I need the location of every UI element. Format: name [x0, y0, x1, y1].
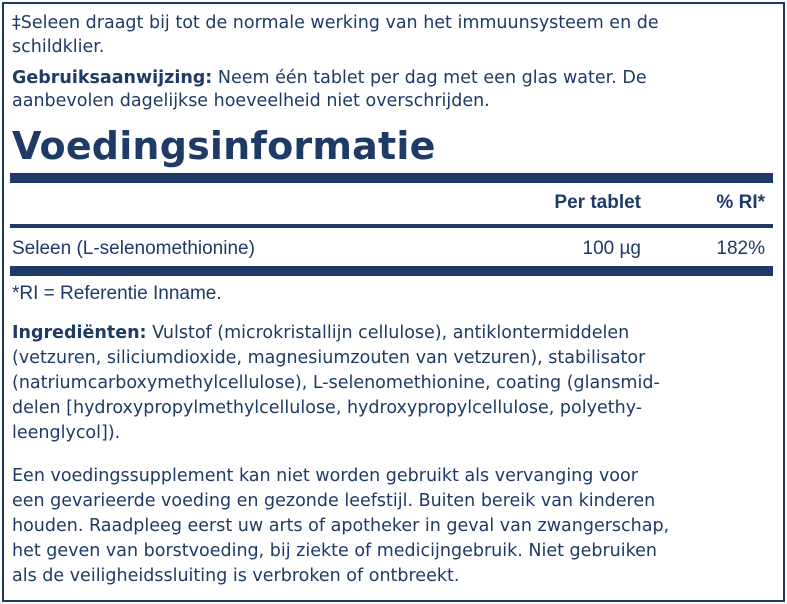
warning-line-1: Een voedingssupplement kan niet worden gebruikt als vervanging voor	[12, 466, 638, 486]
header-rule	[10, 224, 773, 228]
title-rule	[10, 173, 773, 183]
table-bottom-rule	[10, 266, 773, 276]
usage-text-2: aanbevolen dagelijkse hoeveelheid niet overschrijden.	[12, 91, 490, 111]
ingredients-line-1	[12, 322, 629, 345]
selenium-claim-line-2: schildklier.	[12, 37, 105, 57]
col-per-tablet: Per tablet	[554, 192, 641, 213]
ingredients-text-1: Vulstof (microkristallijn cellulose), antiklontermiddelen	[146, 323, 630, 343]
ingredients-line-5: leenglycol]).	[12, 423, 121, 443]
ingredients-line-4: delen [hydroxypropylmethylcellulose, hydroxypropylcellulose, polyethy-	[12, 398, 643, 418]
col-ri: % RI*	[716, 192, 765, 213]
usage-label: Gebruiksaanwijzing:	[12, 68, 213, 88]
selenium-claim-line-1: ‡Seleen draagt bij tot de normale werking van het immuunsysteem en de	[12, 13, 659, 33]
ingredients-line-3: (natriumcarboxymethylcellulose), L-selenomethionine, coating (glansmid-	[12, 373, 660, 393]
nutrient-ri: 182%	[716, 238, 765, 259]
usage-instructions	[12, 67, 647, 90]
warning-line-2: een gevarieerde voeding en gezonde leefstijl. Buiten bereik van kinderen	[12, 491, 656, 511]
warning-line-3: houden. Raadpleeg eerst uw arts of apotheker in geval van zwangerschap,	[12, 516, 670, 536]
warning-line-4: het geven van borstvoeding, bij ziekte of medicijngebruik. Niet gebruiken	[12, 541, 658, 561]
ri-footnote: *RI = Referentie Inname.	[12, 283, 222, 304]
ingredients-label: Ingrediënten:	[12, 323, 147, 343]
warning-line-5: als de veiligheidssluiting is verbroken of ontbreekt.	[12, 566, 460, 586]
nutrient-amount: 100 µg	[582, 238, 641, 259]
nutrient-name: Seleen (L-selenomethionine)	[12, 238, 255, 259]
nutrition-title: Voedingsinformatie	[12, 124, 436, 168]
usage-text-1: Neem één tablet per dag met een glas water. De	[212, 68, 647, 88]
ingredients-line-2: (vetzuren, siliciumdioxide, magnesiumzouten van vetzuren), stabilisator	[12, 348, 646, 368]
